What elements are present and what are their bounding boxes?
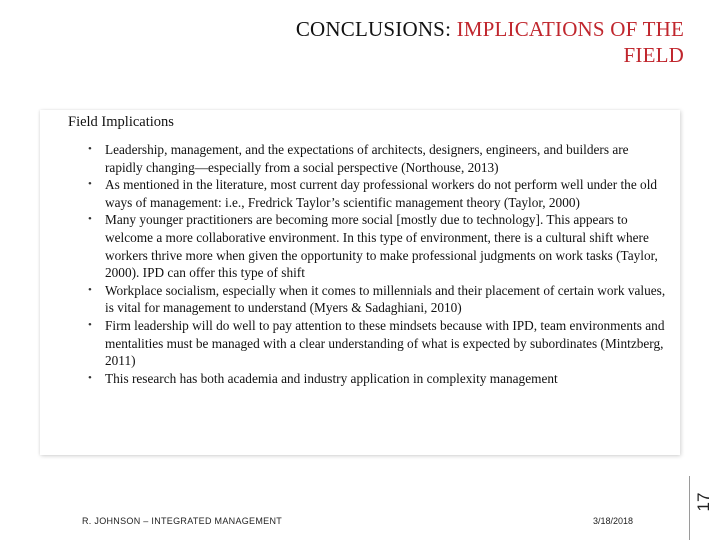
slide-title — [164, 16, 684, 68]
bullet-dot-icon: • — [88, 318, 92, 331]
footer-date: 3/18/2018 — [593, 516, 634, 526]
list-item — [86, 282, 666, 317]
bullet-list — [86, 141, 666, 387]
page-number: 17 — [694, 492, 713, 512]
list-item — [86, 176, 666, 211]
title-accent-line2: FIELD — [623, 43, 684, 67]
bullet-text: Workplace socialism, especially when it comes to millennials and their placement of certain work values, is vital for management to understand (Myers & Sadaghiani, 2010) — [105, 282, 666, 316]
bullet-text: Firm leadership will do well to pay attention to these mindsets because with IPD, team environments and mentalities must be managed with a clear understanding of what is expected by subordinates (Mintzberg, 2011) — [105, 317, 665, 369]
list-item — [86, 370, 666, 388]
footer-author: R. JOHNSON – INTEGRATED MANAGEMENT — [82, 516, 283, 526]
section-heading: Field Implications — [68, 114, 174, 130]
bullet-text: Many younger practitioners are becoming more social [mostly due to technology]. This appears to welcome a more collaborative environment. In this type of environment, there is a cultural shift where workers thrive more when given the opportunity to make professional judgments on work tasks (Taylor, 2000). IPD can offer this type of shift — [105, 212, 658, 281]
bullet-dot-icon: • — [88, 143, 92, 155]
bullet-dot-icon: • — [88, 213, 92, 226]
bullet-dot-icon: • — [88, 371, 92, 384]
list-item — [86, 141, 666, 176]
list-item — [86, 317, 666, 370]
bullet-text: As mentioned in the literature, most current day professional workers do not perform well under the old ways of management: i.e., Fredrick Taylor’s scientific management theory (Taylor, 2000) — [105, 177, 658, 210]
title-prefix: CONCLUSIONS: — [295, 17, 457, 41]
bullet-text: Leadership, management, and the expectations of architects, designers, engineers, and builders are rapidly changing—especially from a social perspective (Northouse, 2013) — [105, 142, 629, 175]
list-item — [86, 211, 666, 281]
bullet-dot-icon: • — [88, 283, 92, 296]
bullet-text: This research has both academia and industry application in complexity management — [105, 370, 558, 386]
title-accent-line1: IMPLICATIONS OF THE — [456, 17, 684, 41]
bullet-dot-icon: • — [88, 178, 92, 191]
